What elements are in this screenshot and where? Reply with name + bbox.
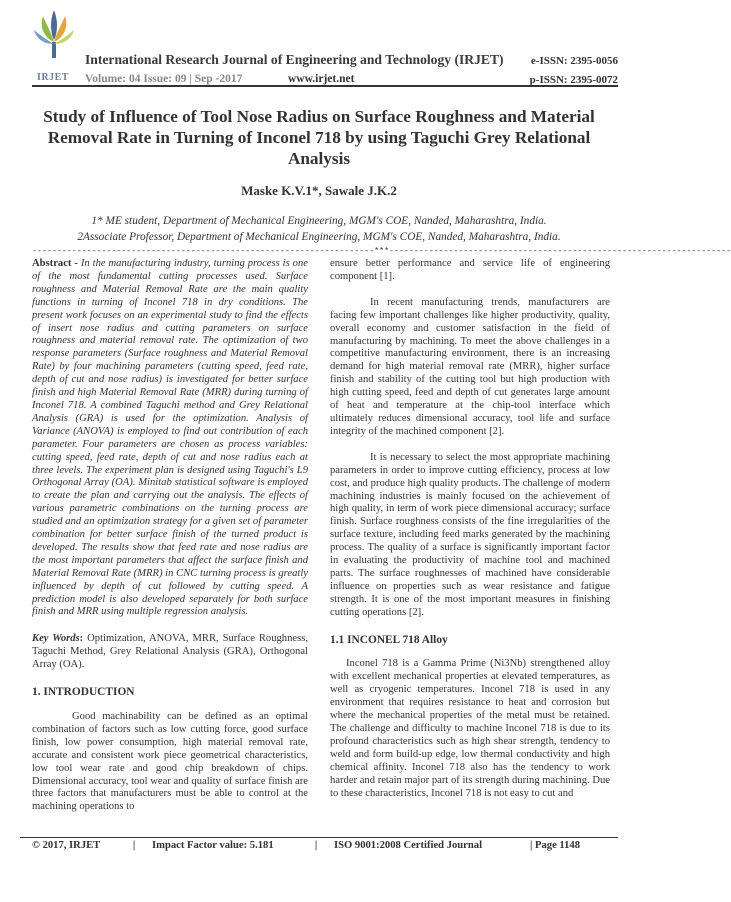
affiliation-1: 1* ME student, Department of Mechanical Engineering, MGM's COE, Nanded, Maharashtra, India. xyxy=(91,215,547,227)
volume-issue: Volume: 04 Issue: 09 | Sep -2017 xyxy=(85,73,243,85)
section-heading-introduction: 1. INTRODUCTION xyxy=(32,686,135,699)
keywords-label: Key Words xyxy=(32,633,80,645)
inconel-paragraph-1: Inconel 718 is a Gamma Prime (Ni3Nb) strengthened alloy with excellent mechanical properties at elevated temperatures, as well as cryogenic temperatures. Inconel 718 is used in any environment that requires resistance to heat and corrosion but where the mechanical properties of the metal must be retained. The challenge and difficulty to machine Inconel 718 is due to its profound characteristics such as high shear strength, tendency to weld and form build-up edge, low thermal conductivity and high chemical affinity. Inconel 718 also has the tendency to work harder and retain major part of its strength during machining. Due to these characteristics, Inconel 718 is not easy to cut and xyxy=(330,658,610,799)
section-heading-inconel: 1.1 INCONEL 718 Alloy xyxy=(330,633,448,646)
footer-separator: | xyxy=(132,840,136,851)
right-column xyxy=(330,258,610,800)
footer-page-number: Page 1148 xyxy=(535,840,581,851)
abstract xyxy=(32,258,308,619)
keywords: Key Words: Optimization, ANOVA, MRR, Surface Roughness, Taguchi Method, Grey Relational Analysis (GRA), Orthogonal Array (OA). xyxy=(32,633,308,671)
intro-paragraph-1-continued: ensure better performance and service life of engineering component [1]. xyxy=(330,258,610,282)
e-issn: e-ISSN: 2395-0056 xyxy=(530,55,618,67)
journal-title: International Research Journal of Engineering and Technology (IRJET) xyxy=(85,52,504,67)
footer-separator: | xyxy=(530,840,533,851)
abstract-label: Abstract - xyxy=(32,258,78,269)
footer-divider xyxy=(20,837,618,838)
authors: Maske K.V.1*, Sawale J.K.2 xyxy=(241,183,397,198)
footer-impact-factor: Impact Factor value: 5.181 xyxy=(152,840,274,851)
keywords-text: Optimization, ANOVA, MRR, Surface Roughness, Taguchi Method, Grey Relational Analysis (GRA), Orthogonal Array (OA). xyxy=(32,633,308,671)
journal-url-link[interactable]: www.irjet.net xyxy=(288,73,355,85)
affiliation-2: 2Associate Professor, Department of Mechanical Engineering, MGM's COE, Nanded, Maharashtra, India. xyxy=(77,231,561,243)
paper-title: Study of Influence of Tool Nose Radius on Surface Roughness and Material Removal Rate in Turning of Inconel 718 by using Taguchi Grey Relational Analysis xyxy=(43,107,595,168)
page-footer xyxy=(32,840,618,851)
journal-header xyxy=(33,8,618,86)
footer-iso: ISO 9001:2008 Certified Journal xyxy=(334,840,483,851)
left-column xyxy=(32,258,308,814)
p-issn: p-ISSN: 2395-0072 xyxy=(529,74,618,86)
footer-separator: | xyxy=(314,840,318,851)
footer-copyright: © 2017, IRJET xyxy=(32,840,101,851)
header-divider xyxy=(32,85,618,87)
abstract-text: In the manufacturing industry, turning process is one of the most fundamental cutting processes used. Surface roughness and Material Removal Rate are the main quality functions in turning of Inconel 718 in dry conditions. The present work focuses on an experimental study to find the effects of insert nose radius and cutting parameters on surface roughness and material removal rate. The optimization of two response parameters (Surface roughness and Material Removal Rate) by four machining parameters (cutting speed, feed rate, depth of cut and nose radius) is investigated for better surface finish and high Material Removal Rate (MRR) during turning of Inconel 718. A combined Taguchi method and Grey Relational Analysis (GRA) is used for the optimization. Analysis of Variance (ANOVA) is employed to find out contribution of each parameter. Four parameters are chosen as process variables: cutting speed, feed rate, depth of cut and nose radius each at three levels. The experiment plan is designed using Taguchi's L9 Orthogonal Array (OA). Minitab statistical software is employed to create the plan and carrying out the analysis. The effects of various parametric combinations on the turning process are studied and an optimization strategy for a given set of parameter combination for better surface finish of the turned product is developed. The results show that feed rate and nose radius are the most important parameters that affect the surface finish and Material Removal Rate (MRR) in CNC turning process is greatly influenced by depth of cut followed by cutting speed. A prediction model is also developed separately for both surface finish and MRR using multiple regression analysis. xyxy=(32,258,308,618)
section-separator: ---------------------------------------------------------------------***--------------------------------------------------------------------- xyxy=(32,246,731,256)
intro-paragraph-3: It is necessary to select the most appropriate machining parameters in order to improve cutting efficiency, process at low cost, and produce high quality products. The challenge of modern machining industries is mainly focused on the achievement of high quality, in term of work piece dimensional accuracy; surface finish. Surface roughness consists of the fine irregularities of the surface texture, including feed marks generated by the machining process. The quality of a surface is significantly important factor in evaluating the productivity of machine tool and machined parts. The surface roughnesses of machined have considerable influence on properties such as wear resistance and fatigue strength. It is one of the most important measures in finishing cutting operations [2]. xyxy=(330,451,610,618)
intro-paragraph-1: Good machinability can be defined as an optimal combination of factors such as low cutting force, good surface finish, low power consumption, high material removal rate, accurate and consistent work piece geometrical characteristics, low tool wear rate and good chip breakdown of chips. Dimensional accuracy, tool wear and quality of surface finish are three factors that manufacturers must be able to control at the machining operations to xyxy=(32,711,308,813)
logo-text: IRJET xyxy=(37,72,69,83)
intro-paragraph-2: In recent manufacturing trends, manufacturers are facing few important challenges like higher productivity, quality, overall economy and customer satisfaction in the field of manufacturing by machining. To meet the above challenges in a competitive manufacturing environment, there is an increasing demand for high material removal rate (MRR), higher surface finish and stability of the cutting tool but high production with high cutting speed, feed and depth of cut generates large amount of heat and temperature at the chip-tool interface which ultimately reduces dimensional accuracy, tool life and surface integrity of the machined component [2]. xyxy=(330,296,610,437)
irjet-logo-icon xyxy=(33,8,75,56)
